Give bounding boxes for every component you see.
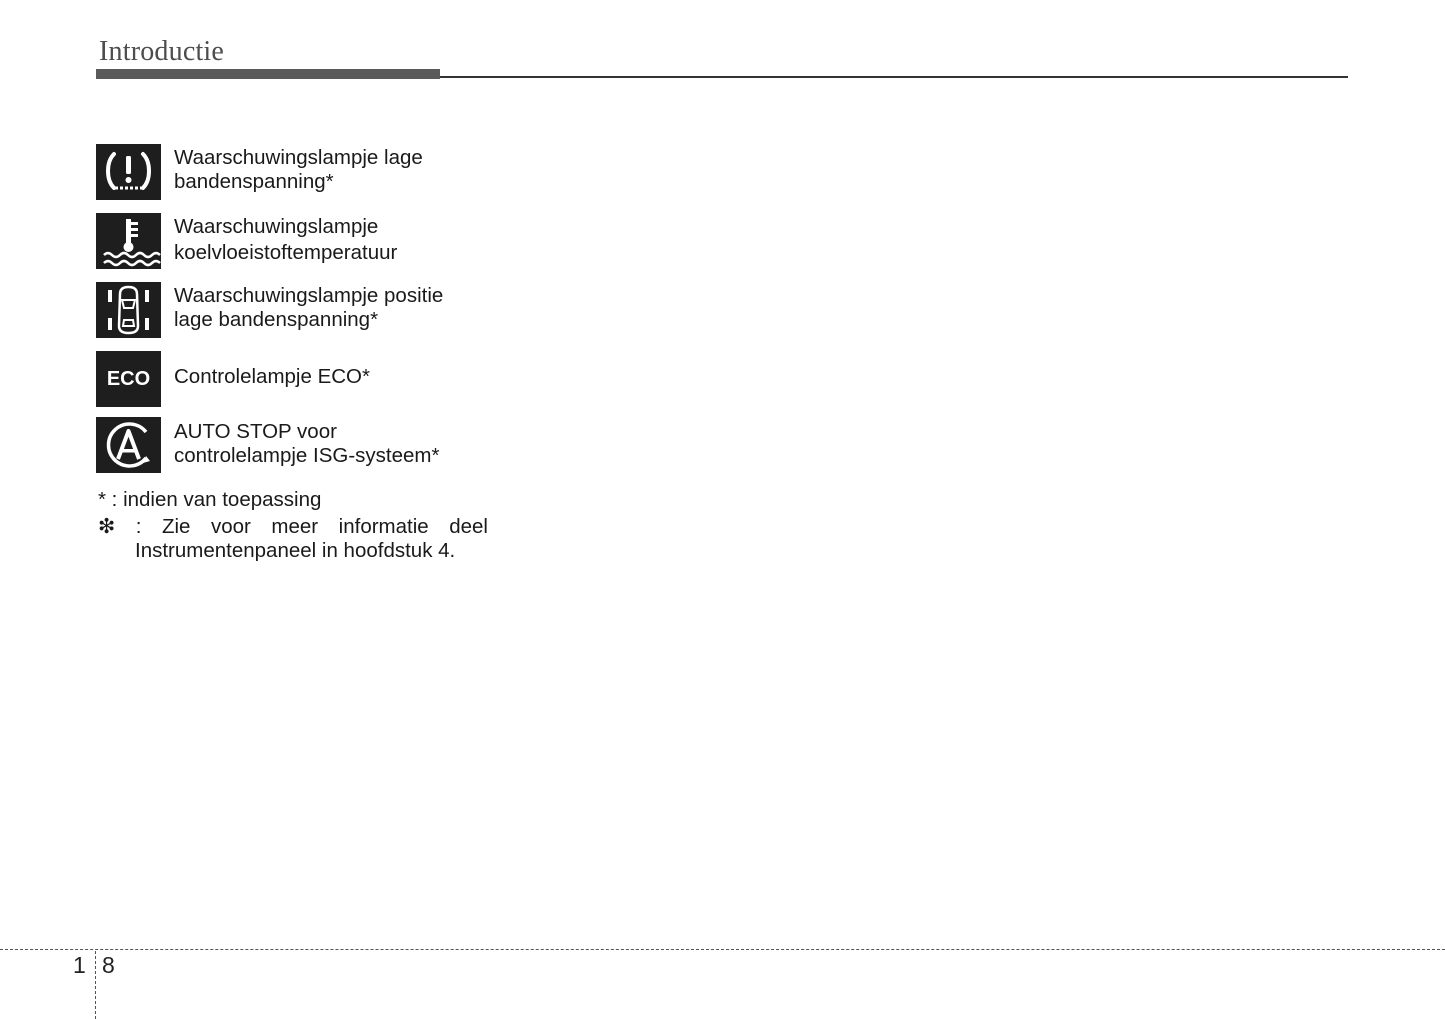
legend-item <box>96 144 516 200</box>
legend-label: Waarschuwingslampje lage bandenspanning* <box>174 146 423 193</box>
reference-line-2: Instrumentenpaneel in hoofdstuk 4. <box>135 539 456 562</box>
legend-item <box>96 282 516 338</box>
reference-symbol-icon: ❇ <box>98 515 116 538</box>
reference-line-1: : Zie voor meer informatie deel <box>135 515 488 538</box>
section-title: Introductie <box>99 36 225 67</box>
eco-icon-label: ECO <box>106 368 151 390</box>
footer-divider-vertical <box>95 951 96 1019</box>
coolant-temperature-icon <box>96 213 161 269</box>
page-number: 8 <box>102 952 115 978</box>
page-chapter: 1 <box>73 952 86 978</box>
legend-label: AUTO STOP voor controlelampje ISG-systeem* <box>174 420 440 467</box>
legend-label: Waarschuwingslampje koelvloeistoftemperatuur <box>174 215 398 264</box>
tire-position-icon <box>96 282 161 338</box>
tire-pressure-warning-icon <box>96 144 161 200</box>
legend-label: Waarschuwingslampje positie lage bandenspanning* <box>174 284 444 331</box>
legend-item <box>96 213 516 269</box>
footnote-asterisk: * : indien van toepassing <box>98 488 322 511</box>
legend-item <box>96 417 516 473</box>
header-rule-accent <box>96 69 440 79</box>
auto-stop-icon <box>96 417 161 473</box>
footer-divider <box>0 949 1445 950</box>
legend-label: Controlelampje ECO* <box>174 365 370 388</box>
legend-item <box>96 351 516 407</box>
eco-icon <box>96 351 161 407</box>
